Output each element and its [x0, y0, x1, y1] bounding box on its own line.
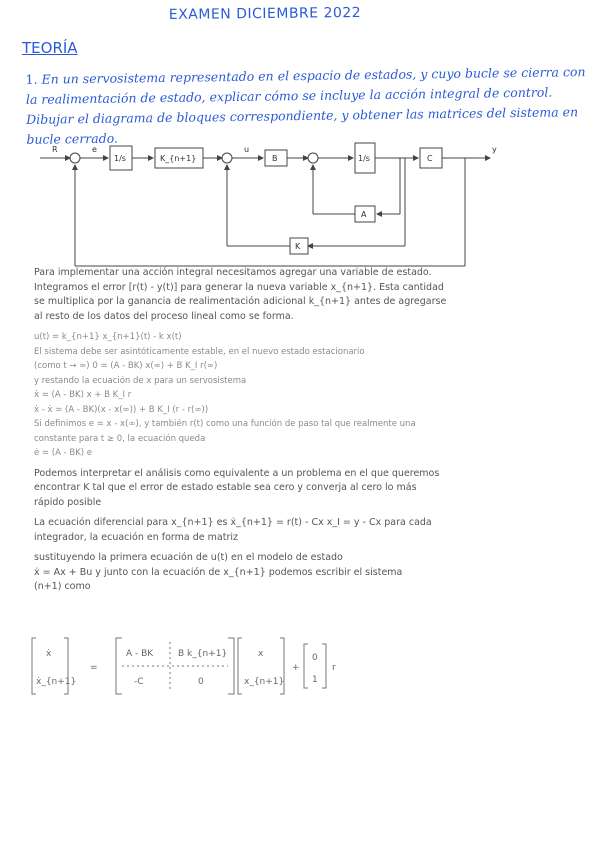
answer-line: El sistema debe ser asintóticamente estable, en el nuevo estado estacionario [34, 346, 365, 357]
exam-title: EXAMEN DICIEMBRE 2022 [168, 4, 362, 24]
label-b: B [272, 154, 278, 163]
matrix-b-bottom: 1 [312, 675, 318, 685]
label-kn1: K_{n+1} [160, 154, 197, 163]
label-e: e [92, 145, 97, 154]
closed-loop-matrix-equation [30, 636, 360, 696]
answer-line: ẋ = (A - BK) x + B K_I r [34, 390, 132, 400]
label-a: A [361, 210, 367, 219]
answer-line: (n+1) como [34, 581, 91, 592]
label-integrator1: 1/s [114, 154, 126, 163]
answer-line: constante para t ≥ 0, la ecuación queda [34, 433, 206, 444]
matrix-m21: -C [134, 677, 144, 687]
answer-line: Integramos el error [r(t) - y(t)] para generar la nueva variable x_{n+1}. Esta cantidad [34, 281, 444, 293]
answer-line: ė = (A - BK) e [34, 448, 93, 458]
answer-line: Si definimos e = x - x(∞), y también r(t) como una función de paso tal que realmente una [34, 419, 416, 429]
label-c: C [427, 154, 433, 163]
label-r: R [52, 145, 58, 154]
question-body: En un servosistema representado en el espacio de estados, y cuyo bucle se cierra con la realimentación de estado, explicar cómo se incluye la acción integral de control. Dibujar el diagrama de bloques correspondiente, y obtener las matrices del sistema en bucle cerrado. [25, 64, 586, 147]
matrix-v-bottom: x_{n+1} [244, 677, 285, 687]
matrix-m22: 0 [198, 677, 204, 687]
matrix-m11: A - BK [126, 649, 154, 659]
answer-line: La ecuación diferencial para x_{n+1} es ẋ_{n+1} = r(t) - Cx x_I = y - Cx para cada [34, 517, 432, 528]
answer-line: rápido posible [34, 496, 102, 508]
answer-line: ẋ = Ax + Bu y junto con la ecuación de x_{n+1} podemos escribir el sistema [34, 566, 403, 578]
matrix-lhs-bottom: ẋ_{n+1} [36, 677, 77, 687]
matrix-v-top: x [258, 649, 264, 659]
matrix-lhs-top: ẋ [46, 649, 52, 659]
answer-line: al resto de los datos del proceso lineal como se forma. [34, 310, 294, 322]
matrix-r: r [332, 663, 336, 673]
answer-line: se multiplica por la ganancia de realimentación adicional k_{n+1} antes de agregarse [34, 296, 447, 307]
block-diagram [40, 138, 585, 273]
answer-line: (como t → ∞) 0 = (A - BK) x(∞) + B K_I r(∞) [34, 361, 218, 371]
answer-line: y restando la ecuación de x para un servosistema [34, 375, 247, 386]
answer-line: ẋ - ẋ = (A - BK)(x - x(∞)) + B K_I (r - r(∞)) [34, 404, 209, 415]
plus-sign: + [292, 663, 300, 673]
answer-line: sustituyendo la primera ecuación de u(t) en el modelo de estado [34, 552, 343, 563]
label-integrator2: 1/s [358, 154, 370, 163]
answer-line: u(t) = k_{n+1} x_{n+1}(t) - k x(t) [34, 332, 182, 342]
question-text [25, 62, 586, 150]
section-heading: TEORÍA [22, 39, 78, 57]
answer-line: Para implementar una acción integral necesitamos agregar una variable de estado. [34, 267, 432, 278]
label-k: K [295, 242, 301, 251]
answer-line: encontrar K tal que el error de estado estable sea cero y converja al cero lo más [34, 482, 417, 493]
equals-sign: = [90, 663, 98, 673]
answer-line: integrador, la ecuación en forma de matriz [34, 531, 238, 543]
question-number: 1. [25, 71, 38, 87]
answer-text [34, 266, 579, 595]
answer-line: Podemos interpretar el análisis como equivalente a un problema en el que queremos [34, 467, 440, 479]
label-u: u [244, 145, 250, 154]
matrix-m12: B k_{n+1} [178, 649, 228, 659]
matrix-b-top: 0 [312, 653, 318, 663]
label-y: y [492, 145, 497, 154]
